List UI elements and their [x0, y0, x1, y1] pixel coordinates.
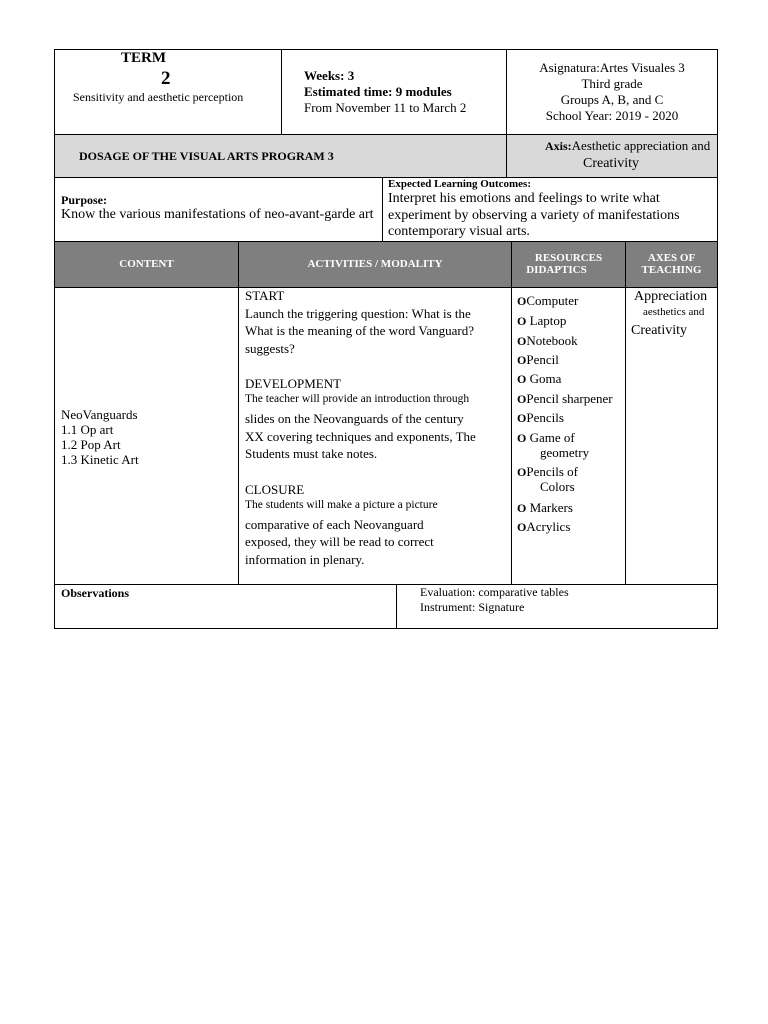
resource-item [517, 519, 570, 535]
instrument-text: Instrument: Signature [420, 600, 525, 614]
start-line-1: Launch the triggering question: What is the [245, 306, 471, 321]
subject-line-3: Groups A, B, and C [560, 92, 664, 107]
start-line-2: What is the meaning of the word Vanguard? [245, 323, 474, 338]
activities-cell [238, 287, 512, 585]
header-axes-line-1: AXES OF [647, 252, 696, 264]
resource-item [540, 479, 575, 495]
evaluation-text: Evaluation: comparative tables [420, 585, 569, 599]
evaluation-cell [396, 584, 718, 629]
content-cell [54, 287, 239, 585]
purpose-cell [54, 177, 383, 242]
bullet-icon: O [517, 392, 527, 406]
observations-label: Observations [61, 586, 130, 600]
content-line-1: NeoVanguards [61, 407, 138, 422]
resource-label: Colors [540, 479, 575, 494]
header-resources [511, 241, 626, 288]
header-content [54, 241, 239, 288]
axes-cell [625, 287, 718, 585]
axis-text: Aesthetic appreciation and [571, 138, 711, 153]
resource-label: Notebook [526, 333, 578, 348]
bullet-icon: O [517, 334, 527, 348]
resource-item [517, 464, 578, 480]
bullet-icon: O [517, 520, 527, 534]
header-axes-line-2: TEACHING [641, 264, 702, 276]
closure-heading: CLOSURE [245, 482, 305, 497]
bullet-icon: O [517, 411, 527, 425]
header-resources-line-1: RESOURCES [534, 252, 603, 264]
resource-label: Laptop [526, 313, 567, 328]
closure-line-4: information in plenary. [245, 552, 365, 567]
resource-item [517, 410, 564, 426]
resource-label: Pencil sharpener [526, 391, 613, 406]
resource-label: Goma [526, 371, 562, 386]
resource-label: Acrylics [526, 519, 571, 534]
axes-line-3: Creativity [631, 323, 687, 338]
purpose-text: Know the various manifestations of neo-avant-garde art [61, 207, 374, 222]
closure-line-3: exposed, they will be read to correct [245, 534, 434, 549]
start-line-3: suggests? [245, 341, 295, 356]
axis-label: Axis: [545, 139, 572, 153]
development-line-1: The teacher will provide an introduction through [245, 393, 470, 405]
weeks-label: Weeks: 3 [304, 68, 355, 83]
development-line-4: Students must take notes. [245, 446, 378, 461]
header-axes [625, 241, 718, 288]
subject-line-2: Third grade [581, 76, 643, 91]
resource-label: Markers [526, 500, 573, 515]
resource-label: Pencils of [526, 464, 578, 479]
resource-label: Computer [526, 293, 579, 308]
bullet-icon: O [517, 501, 527, 515]
outcomes-line-3: contemporary visual arts. [388, 224, 530, 239]
header-activities-label: ACTIVITIES / MODALITY [307, 258, 443, 270]
term-label: TERM [121, 50, 166, 66]
subject-line-4: School Year: 2019 - 2020 [545, 108, 679, 123]
purpose-label: Purpose: [61, 193, 107, 207]
content-line-3: 1.2 Pop Art [61, 437, 121, 452]
closure-line-2: comparative of each Neovanguard [245, 517, 424, 532]
subject-cell [506, 49, 718, 135]
resource-item [517, 391, 613, 407]
axis-line [545, 138, 710, 154]
resource-item [517, 352, 559, 368]
dosage-title: DOSAGE OF THE VISUAL ARTS PROGRAM 3 [79, 149, 334, 163]
bullet-icon: O [517, 372, 527, 386]
resource-item [517, 430, 575, 446]
resource-label: geometry [540, 445, 590, 460]
bullet-icon: O [517, 465, 527, 479]
bullet-icon: O [517, 314, 527, 328]
resource-item [540, 445, 589, 461]
resource-item [517, 293, 578, 309]
dosage-cell [54, 134, 507, 178]
observations-cell [54, 584, 397, 629]
resource-item [517, 500, 573, 516]
development-line-2: slides on the Neovanguards of the century [245, 411, 464, 426]
estimated-time: Estimated time: 9 modules [304, 84, 452, 99]
bullet-icon: O [517, 294, 527, 308]
content-line-4: 1.3 Kinetic Art [61, 452, 139, 467]
axes-line-1: Appreciation [634, 289, 708, 304]
development-line-3: XX covering techniques and exponents, The [245, 429, 476, 444]
subject-line-1: Asignatura:Artes Visuales 3 [539, 60, 685, 75]
header-content-label: CONTENT [119, 258, 174, 270]
bullet-icon: O [517, 353, 527, 367]
header-activities [238, 241, 512, 288]
development-heading: DEVELOPMENT [245, 376, 342, 391]
axis-cell [506, 134, 718, 178]
closure-line-1: The students will make a picture a picture [245, 499, 438, 511]
header-resources-line-2: DIDAPTICS [526, 264, 587, 276]
resource-item [517, 371, 561, 387]
axes-line-2: aesthetics and [643, 306, 705, 318]
bullet-icon: O [517, 431, 527, 445]
resource-label: Pencils [526, 410, 564, 425]
term-number: 2 [161, 68, 171, 89]
weeks-cell [281, 49, 507, 135]
outcomes-label: Expected Learning Outcomes: [388, 178, 531, 190]
resource-item [517, 313, 566, 329]
term-subtitle: Sensitivity and aesthetic perception [73, 90, 244, 104]
content-line-2: 1.1 Op art [61, 422, 114, 437]
outcomes-cell [382, 177, 718, 242]
date-range: From November 11 to March 2 [304, 100, 467, 115]
resource-label: Pencil [526, 352, 559, 367]
outcomes-line-2: experiment by observing a variety of manifestations [388, 208, 680, 223]
axis-text-2: Creativity [583, 156, 639, 171]
resource-item [517, 333, 578, 349]
resources-cell [511, 287, 626, 585]
resource-label: Game of [526, 430, 575, 445]
start-heading: START [245, 288, 285, 303]
term-cell [54, 49, 282, 135]
outcomes-line-1: Interpret his emotions and feelings to write what [388, 191, 660, 206]
